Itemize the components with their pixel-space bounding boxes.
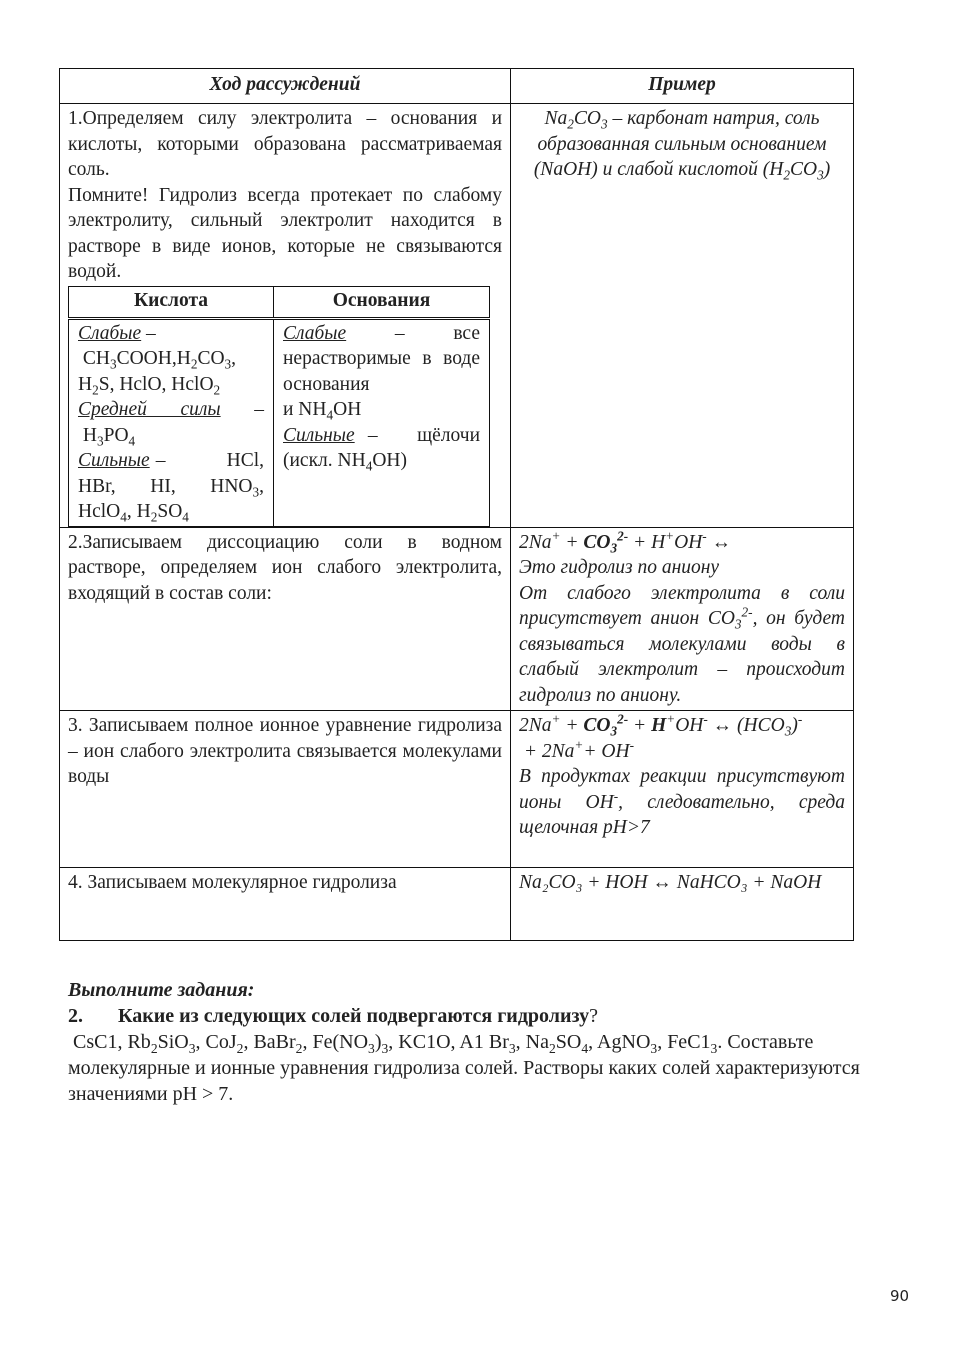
header-example: Пример <box>511 69 854 104</box>
row2-hydrolysis-type: Это гидролиз по аниону <box>519 557 720 578</box>
base-cell: Слабые – все нерастворимые в воде основания и $NH_4OH$ Сильные – щёлочи (искл. $NH_4OH$) <box>274 318 490 526</box>
table-row-2 <box>60 527 854 711</box>
row2-example <box>511 527 854 711</box>
row3-example <box>511 711 854 868</box>
acid-weak-list-2: $H_2S$, HclO, HclO$_2$ <box>78 373 221 398</box>
row4-reasoning: 4. Записываем молекулярное гидролиза <box>60 868 511 941</box>
reasoning-table <box>59 68 854 941</box>
row3-conclusion-b: , следовательно, среда щелочная pH>7 <box>519 791 846 838</box>
inner-header-base: Основания <box>274 286 490 318</box>
task-2-question: Какие из следующих солей подвергаются гидролизу <box>118 1005 590 1027</box>
table-row-4 <box>60 868 854 941</box>
table-header-row <box>60 69 854 104</box>
base-strong-label: Сильные <box>283 424 355 446</box>
base-exclusion-text: (искл. NH <box>283 450 366 471</box>
row3-conclusion-a: В продуктах реакции присутствуют ионы OH <box>519 766 845 813</box>
row1-note-text: Помните! Гидролиз всегда протекает по слабому электролиту, сильный электролит находится в растворе в виде ионов, которые не связываются водой. <box>68 184 502 282</box>
row4-example <box>511 868 854 941</box>
base-and-text: и NH <box>283 399 327 420</box>
inner-header-acid: Кислота <box>69 286 274 318</box>
acid-strong-list: HBr, HI, $HNO_3$, <box>78 475 264 500</box>
row2-explanation: От слабого электролита в соли присутствует анион $CO_3^{2-}$, он будет связываться молекулами воды в слабый электролит – происходит гидролиз по аниону. <box>519 582 845 706</box>
base-insoluble-text: нерастворимые в воде основания <box>283 348 480 395</box>
row3-reasoning: 3. Записываем полное ионное уравнение гидролиза – ион слабого электролита связывается молекулами воды <box>60 711 511 868</box>
row1-reasoning <box>60 104 511 528</box>
base-all-text: все <box>453 322 480 344</box>
row1-step-text: 1.Определяем силу электролита – основания и кислоты, которыми образована рассматриваемая соль. <box>68 108 502 180</box>
task-2-question-mark: ? <box>589 1005 599 1027</box>
acid-cell: Слабые – $CH_3COOH,H_2CO_3$, $H_2S$, HclO, HclO$_2$ Средней силы – $H_3PO_4$ Сильные – HCl, HBr, HI, $HNO_3$, HclO$_4$, $H_2SO_4$ <box>69 318 274 526</box>
acid-medium-list: $H_3PO_4$ <box>78 424 136 449</box>
acid-medium-label: Средней силы <box>78 399 221 420</box>
row3-conclusion: В продуктах реакции присутствуют ионы OH-, следовательно, среда щелочная pH>7 <box>519 766 846 838</box>
inner-content-row <box>69 318 490 526</box>
task-2-instructions: . Составьте молекулярные и ионные уравнения гидролиза солей. Растворы каких солей характеризуются значениями pH > 7. <box>68 1031 860 1105</box>
task-2-number: 2. <box>68 1005 83 1027</box>
row2-explanation-a: От слабого электролита в соли присутствует анион CO <box>519 582 845 629</box>
tasks-heading: Выполните задания: <box>68 979 255 1001</box>
acid-strong-label: Сильные <box>78 450 150 471</box>
table-row-3 <box>60 711 854 868</box>
row3-ionic-equation: $2Na^+ + CO_3^{2-} + H^+OH^-$ ↔ $(HCO_3)^-$ <box>519 711 803 739</box>
row4-molecular-equation: Na₂CO₃ + HOH ↔ NaHCO₃ + NaOH <box>519 872 822 893</box>
row1-example: $Na_2CO_3$ – карбонат натрия, соль образованная сильным основанием (NaOH) и слабой кислотой $(H_2CO_3)$ <box>511 104 854 528</box>
base-oh-text: OH <box>333 399 362 420</box>
acid-base-table <box>68 286 490 527</box>
acid-weak-list: $CH_3COOH,H_2CO_3$, <box>78 348 237 372</box>
task-2 <box>68 1003 928 1029</box>
base-alkali-text: щёлочи <box>417 424 480 446</box>
task-2-body: CsC1, $Rb_2SiO_3$, CoJ$_2$, BaBr$_2$, $Fe(NO_3)_3$, KC1O, A1 $Br_3$, $Na_2SO_4$, AgNO$_3$, $FeC1_3$. Составьте молекулярные и ионные уравнения гидролиза солей. Растворы каких солей характеризуются значениями pH > 7. <box>68 1031 860 1105</box>
row2-reasoning: 2.Записываем диссоциацию соли в водном растворе, определяем ион слабого электролита, входящий в состав соли: <box>60 527 511 711</box>
base-weak-label: Слабые <box>283 322 347 344</box>
row3-ionic-equation-2: + 2Na++ OH- <box>519 737 634 762</box>
row2-dissociation-equation: $2Na^+ + CO_3^{2-} + H^+OH^-$ ↔ <box>519 528 732 556</box>
acid-weak-label: Слабые <box>78 322 142 344</box>
header-reasoning: Ход рассуждений <box>60 69 511 104</box>
base-exclusion-oh: OH) <box>372 450 408 471</box>
row1-example-text: – карбонат натрия, соль образованная сильным основанием (NaOH) и слабой кислотой (H <box>533 108 827 180</box>
inner-header-row <box>69 286 490 318</box>
page-number: 90 <box>890 1287 910 1305</box>
tasks-section <box>68 977 928 1107</box>
table-row-1 <box>60 104 854 528</box>
acid-strong-list-2: HclO$_4$, $H_2SO_4$ <box>78 501 189 525</box>
row2-explanation-b: , он будет связываться молекулами воды в слабый электролит – происходит гидролиз по аниону. <box>519 608 845 706</box>
